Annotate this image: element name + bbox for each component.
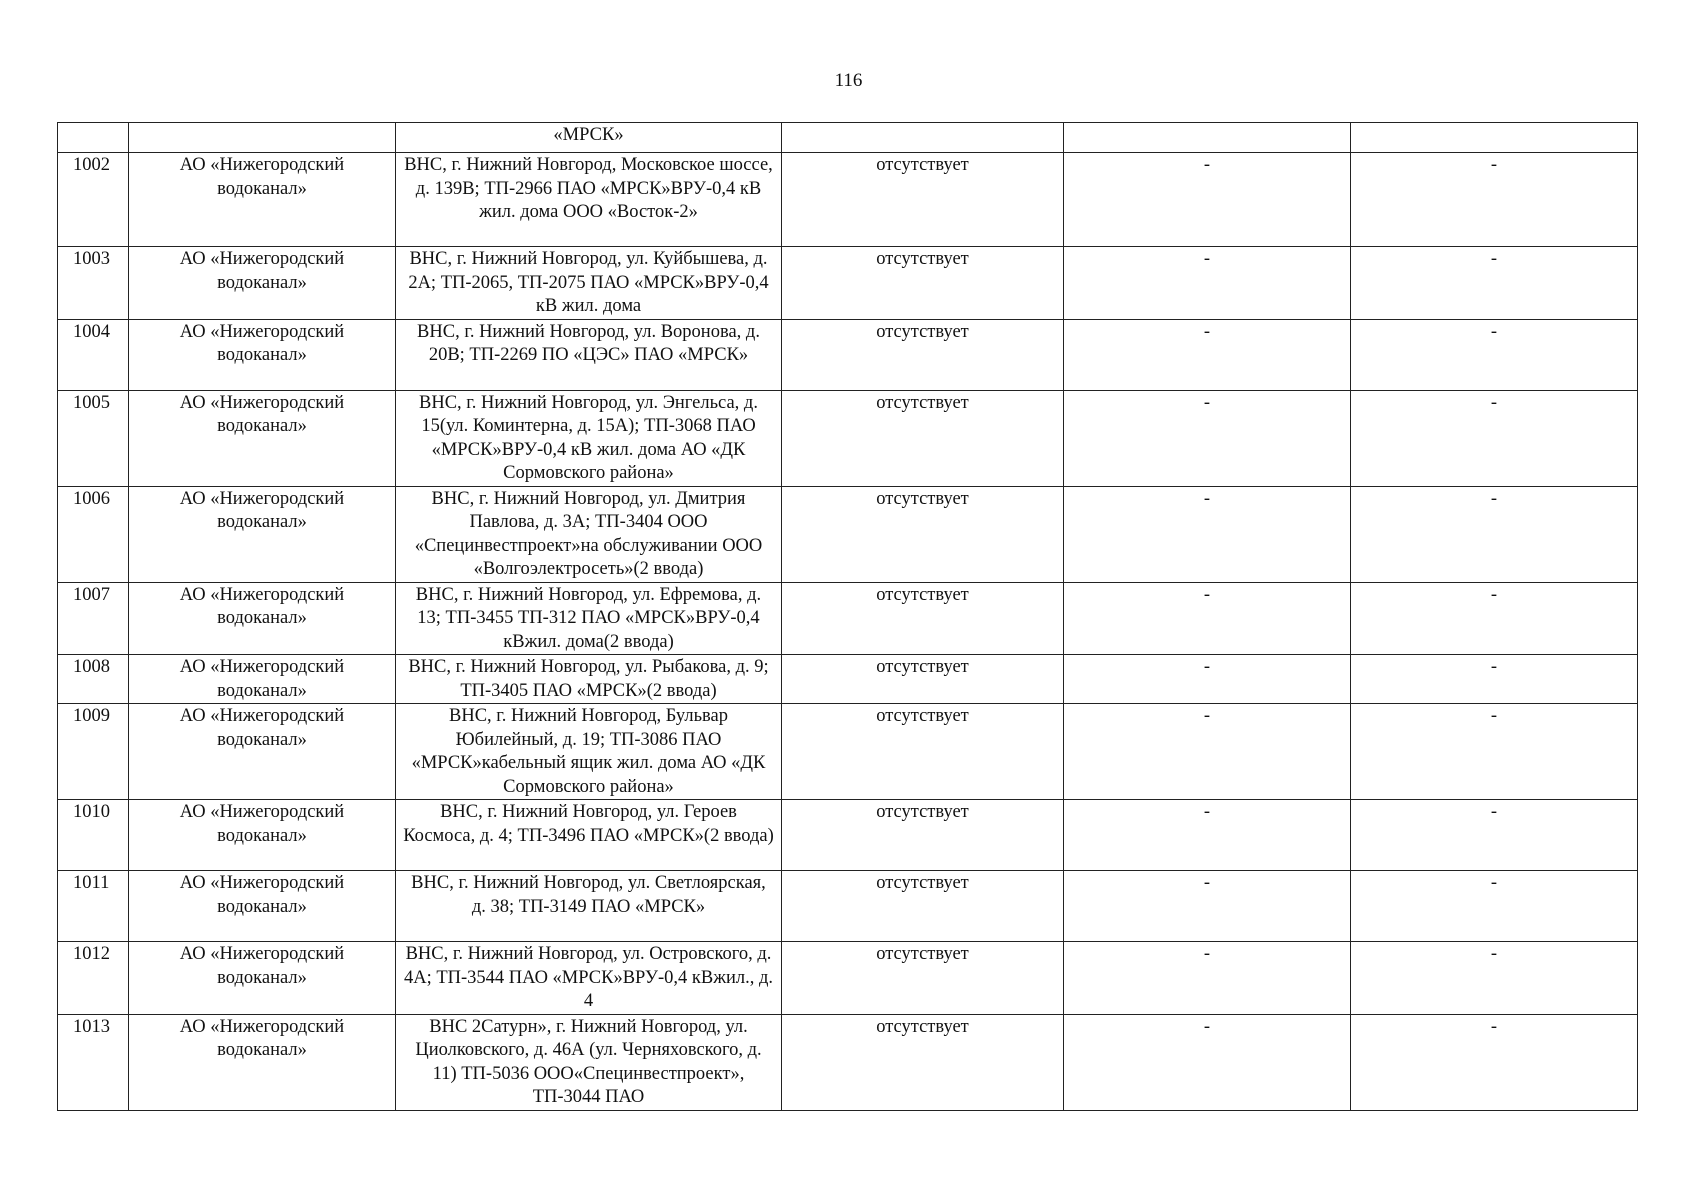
- row-number: 1003: [58, 247, 129, 320]
- value-cell: -: [1064, 390, 1351, 486]
- status-cell: отсутствует: [782, 582, 1064, 655]
- value-cell: -: [1064, 247, 1351, 320]
- row-number: 1007: [58, 582, 129, 655]
- status-cell: [782, 123, 1064, 153]
- status-cell: отсутствует: [782, 390, 1064, 486]
- object-cell: ВНС, г. Нижний Новгород, ул. Рыбакова, д. 9; ТП-3405 ПАО «МРСК»(2 ввода): [396, 655, 782, 704]
- object-cell: ВНС, г. Нижний Новгород, ул. Куйбышева, д. 2А; ТП-2065, ТП-2075 ПАО «МРСК»ВРУ-0,4 кВ жил. дома: [396, 247, 782, 320]
- object-cell: ВНС, г. Нижний Новгород, ул. Энгельса, д. 15(ул. Коминтерна, д. 15А); ТП-3068 ПАО «МРСК»ВРУ-0,4 кВ жил. дома АО «ДК Сормовского района»: [396, 390, 782, 486]
- object-cell: ВНС 2Сатурн», г. Нижний Новгород, ул. Циолковского, д. 46А (ул. Черняховского, д. 11) ТП-5036 ООО«Специнвестпроект», ТП-3044 ПАО: [396, 1014, 782, 1110]
- row-number: 1002: [58, 153, 129, 247]
- row-number: 1010: [58, 800, 129, 871]
- table-row: [58, 486, 1638, 582]
- row-number: 1008: [58, 655, 129, 704]
- value-cell: -: [1351, 486, 1638, 582]
- organization-cell: АО «Нижегородский водоканал»: [129, 486, 396, 582]
- value-cell: -: [1064, 871, 1351, 942]
- organization-cell: АО «Нижегородский водоканал»: [129, 704, 396, 800]
- object-cell: ВНС, г. Нижний Новгород, ул. Островского, д. 4А; ТП-3544 ПАО «МРСК»ВРУ-0,4 кВжил., д. 4: [396, 942, 782, 1015]
- row-number: 1006: [58, 486, 129, 582]
- data-table: [57, 122, 1638, 1111]
- organization-cell: АО «Нижегородский водоканал»: [129, 247, 396, 320]
- value-cell: -: [1064, 942, 1351, 1015]
- row-number: 1009: [58, 704, 129, 800]
- status-cell: отсутствует: [782, 704, 1064, 800]
- object-cell: ВНС, г. Нижний Новгород, ул. Ефремова, д. 13; ТП-3455 ТП-312 ПАО «МРСК»ВРУ-0,4 кВжил. дома(2 ввода): [396, 582, 782, 655]
- value-cell: -: [1351, 1014, 1638, 1110]
- status-cell: отсутствует: [782, 486, 1064, 582]
- value-cell: -: [1351, 153, 1638, 247]
- object-cell: ВНС, г. Нижний Новгород, Московское шоссе, д. 139В; ТП-2966 ПАО «МРСК»ВРУ-0,4 кВ жил. дома ООО «Восток-2»: [396, 153, 782, 247]
- table-row: [58, 655, 1638, 704]
- status-cell: отсутствует: [782, 319, 1064, 390]
- status-cell: отсутствует: [782, 247, 1064, 320]
- table-row: [58, 390, 1638, 486]
- organization-cell: АО «Нижегородский водоканал»: [129, 655, 396, 704]
- value-cell: [1351, 123, 1638, 153]
- table-row: [58, 153, 1638, 247]
- organization-cell: АО «Нижегородский водоканал»: [129, 1014, 396, 1110]
- row-number: 1013: [58, 1014, 129, 1110]
- table-row: [58, 582, 1638, 655]
- value-cell: -: [1351, 800, 1638, 871]
- table-row: [58, 800, 1638, 871]
- row-number: 1004: [58, 319, 129, 390]
- object-cell: ВНС, г. Нижний Новгород, ул. Воронова, д. 20В; ТП-2269 ПО «ЦЭС» ПАО «МРСК»: [396, 319, 782, 390]
- value-cell: -: [1351, 704, 1638, 800]
- value-cell: -: [1064, 153, 1351, 247]
- table-row: [58, 319, 1638, 390]
- value-cell: -: [1351, 390, 1638, 486]
- object-cell: «МРСК»: [396, 123, 782, 153]
- value-cell: -: [1351, 319, 1638, 390]
- row-number: 1005: [58, 390, 129, 486]
- value-cell: -: [1351, 655, 1638, 704]
- organization-cell: [129, 123, 396, 153]
- status-cell: отсутствует: [782, 800, 1064, 871]
- value-cell: -: [1064, 800, 1351, 871]
- value-cell: -: [1064, 486, 1351, 582]
- object-cell: ВНС, г. Нижний Новгород, Бульвар Юбилейный, д. 19; ТП-3086 ПАО «МРСК»кабельный ящик жил. дома АО «ДК Сормовского района»: [396, 704, 782, 800]
- row-number: 1011: [58, 871, 129, 942]
- table-row: [58, 1014, 1638, 1110]
- organization-cell: АО «Нижегородский водоканал»: [129, 153, 396, 247]
- status-cell: отсутствует: [782, 1014, 1064, 1110]
- organization-cell: АО «Нижегородский водоканал»: [129, 390, 396, 486]
- page-number: 116: [834, 70, 863, 91]
- object-cell: ВНС, г. Нижний Новгород, ул. Героев Космоса, д. 4; ТП-3496 ПАО «МРСК»(2 ввода): [396, 800, 782, 871]
- organization-cell: АО «Нижегородский водоканал»: [129, 319, 396, 390]
- value-cell: -: [1064, 582, 1351, 655]
- table-row: [58, 871, 1638, 942]
- table-row: [58, 704, 1638, 800]
- value-cell: -: [1351, 582, 1638, 655]
- status-cell: отсутствует: [782, 655, 1064, 704]
- value-cell: -: [1064, 704, 1351, 800]
- row-number: 1012: [58, 942, 129, 1015]
- table-row: [58, 247, 1638, 320]
- value-cell: -: [1351, 942, 1638, 1015]
- value-cell: -: [1351, 247, 1638, 320]
- status-cell: отсутствует: [782, 942, 1064, 1015]
- organization-cell: АО «Нижегородский водоканал»: [129, 582, 396, 655]
- table-row: [58, 123, 1638, 153]
- value-cell: -: [1064, 1014, 1351, 1110]
- object-cell: ВНС, г. Нижний Новгород, ул. Светлоярская, д. 38; ТП-3149 ПАО «МРСК»: [396, 871, 782, 942]
- organization-cell: АО «Нижегородский водоканал»: [129, 800, 396, 871]
- status-cell: отсутствует: [782, 153, 1064, 247]
- organization-cell: АО «Нижегородский водоканал»: [129, 871, 396, 942]
- value-cell: -: [1351, 871, 1638, 942]
- status-cell: отсутствует: [782, 871, 1064, 942]
- table-row: [58, 942, 1638, 1015]
- value-cell: -: [1064, 319, 1351, 390]
- organization-cell: АО «Нижегородский водоканал»: [129, 942, 396, 1015]
- value-cell: [1064, 123, 1351, 153]
- row-number: [58, 123, 129, 153]
- value-cell: -: [1064, 655, 1351, 704]
- object-cell: ВНС, г. Нижний Новгород, ул. Дмитрия Павлова, д. 3А; ТП-3404 ООО «Специнвестпроект»на обслуживании ООО «Волгоэлектросеть»(2 ввода): [396, 486, 782, 582]
